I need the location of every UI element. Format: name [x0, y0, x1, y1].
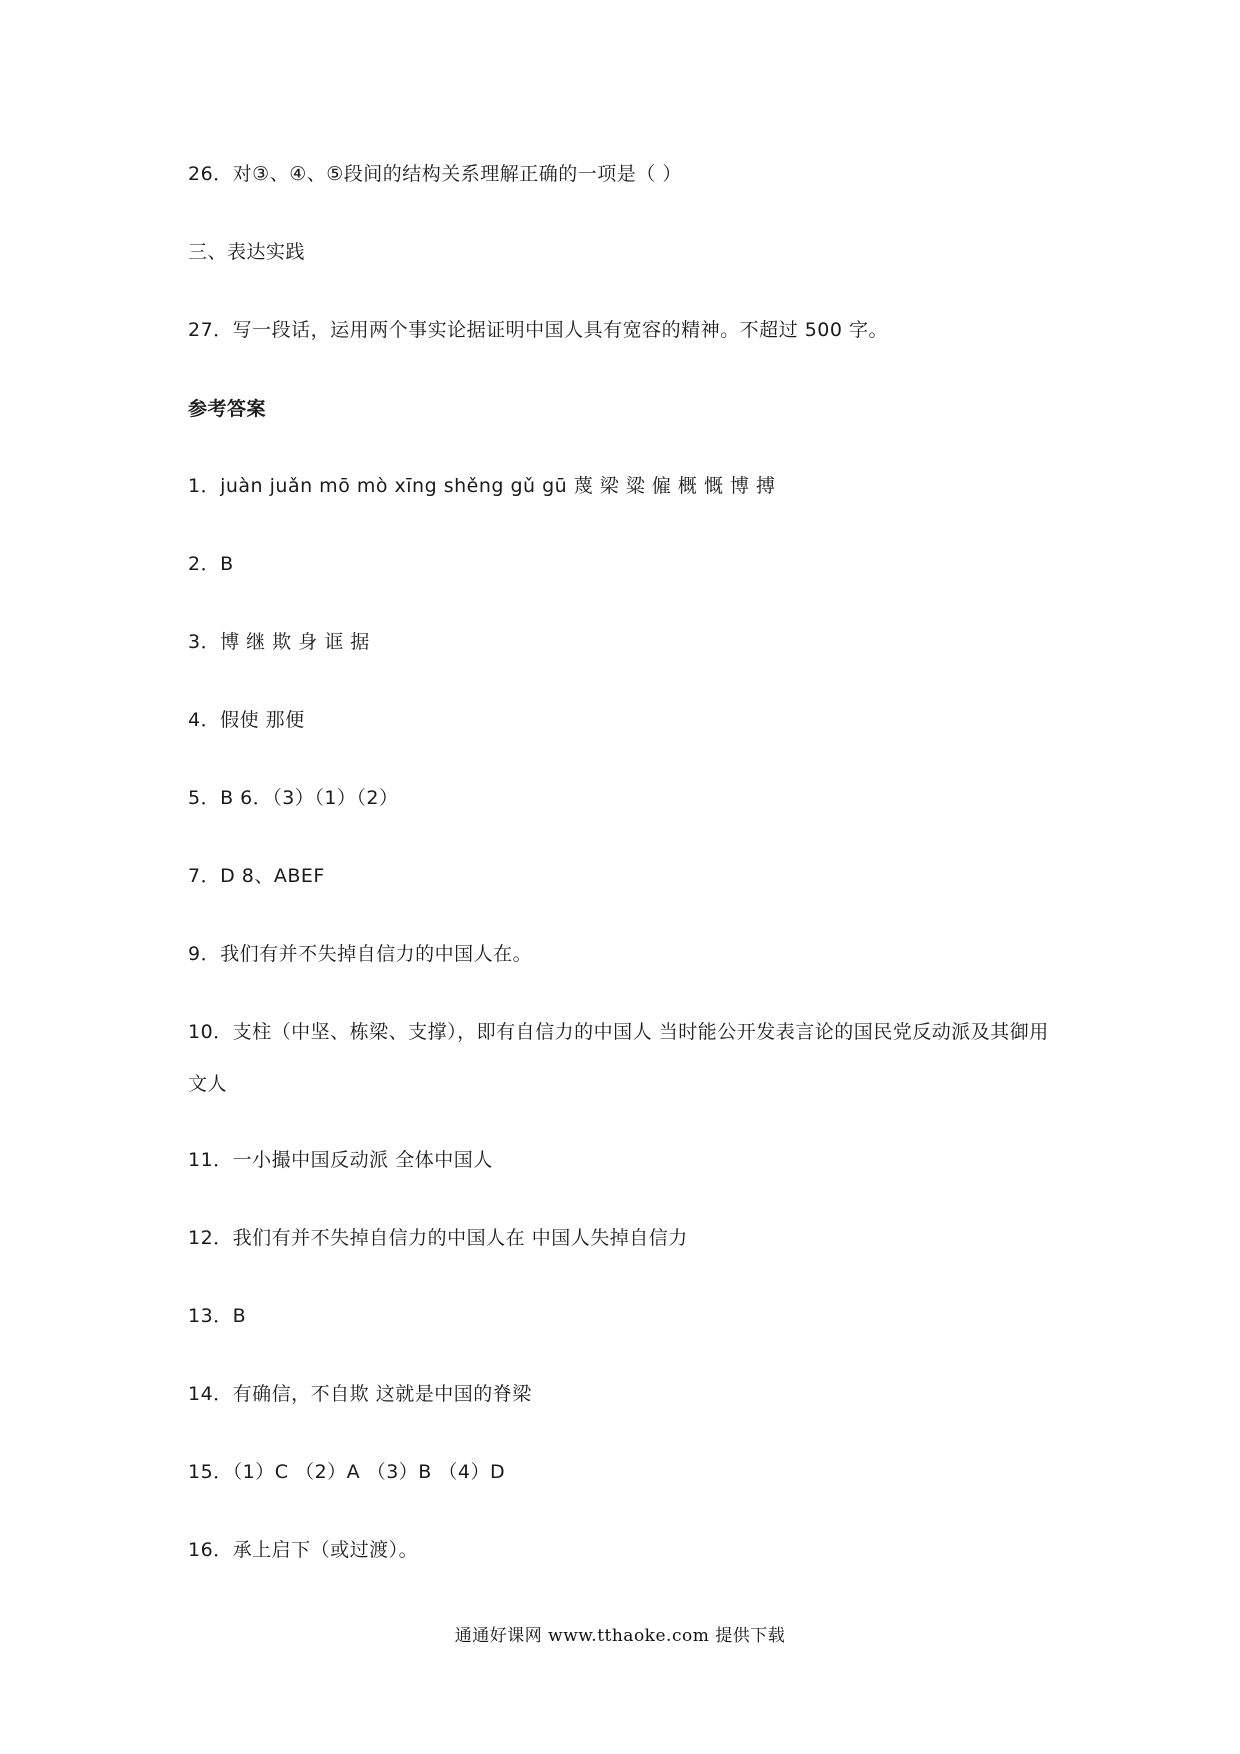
answer-1: 1．juàn juǎn mō mò xīng shěng gǔ gū 蔑 梁 粱 僱 概 慨 博 搏 [188, 475, 776, 497]
answer-11: 11．一小撮中国反动派 全体中国人 [188, 1149, 493, 1171]
question-27: 27．写一段话，运用两个事实论据证明中国人具有宽容的精神。不超过 500 字。 [188, 319, 889, 341]
answer-9: 9．我们有并不失掉自信力的中国人在。 [188, 943, 533, 965]
answer-key-heading: 参考答案 [188, 398, 267, 420]
answer-10: 10．支柱（中坚、栋梁、支撑），即有自信力的中国人 当时能公开发表言论的国民党反动派及其御用文人 [188, 1021, 1049, 1095]
answer-5-6: 5．B 6．（3）（1）（2） [188, 787, 399, 809]
question-26: 26．对③、④、⑤段间的结构关系理解正确的一项是（ ） [188, 163, 682, 185]
answer-4: 4．假使 那便 [188, 709, 305, 731]
answer-13: 13．B [188, 1305, 247, 1327]
answer-12: 12．我们有并不失掉自信力的中国人在 中国人失掉自信力 [188, 1227, 688, 1249]
section-heading-expression-practice: 三、表达实践 [188, 241, 306, 263]
answer-7-8: 7．D 8、ABEF [188, 865, 325, 887]
answer-16: 16．承上启下（或过渡）。 [188, 1539, 419, 1561]
answer-2: 2．B [188, 553, 234, 575]
answer-3: 3．博 继 欺 身 诓 据 [188, 631, 370, 653]
page-footer: 通通好课网 www.tthaoke.com 提供下载 [454, 1626, 786, 1646]
answer-14: 14．有确信，不自欺 这就是中国的脊梁 [188, 1383, 532, 1405]
answer-15: 15．（1）C （2）A （3）B （4）D [188, 1461, 506, 1483]
